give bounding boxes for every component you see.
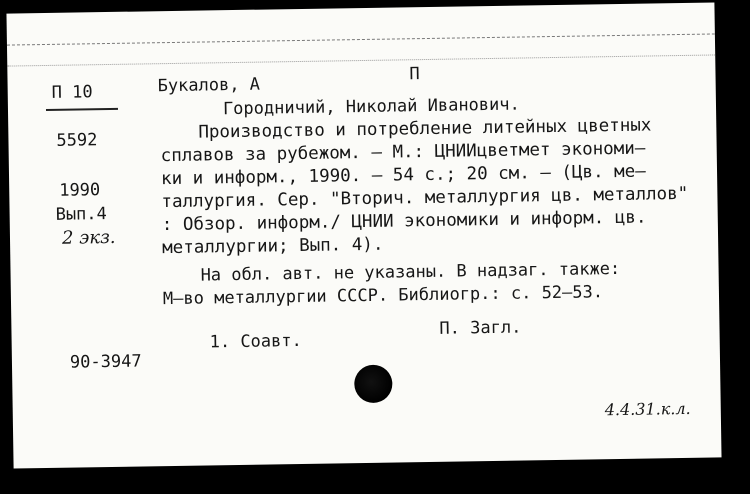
accession-number: 90-3947 [69,351,142,373]
card-second-rule [7,54,715,66]
body-line: таллургия. Сер. "Вторич. металлургия цв. металлов" [161,183,689,213]
catalog-card [6,2,721,468]
publication-year: 1990 [59,180,101,201]
shelf-mark: П 10 [51,82,93,103]
body-line: Производство и потребление литейных цветных [198,115,652,143]
issue-number: Вып.4 [55,204,107,225]
body-line: : Обзор. информ./ ЦНИИ экономики и информ. цв. [161,207,647,236]
card-top-rule [7,33,715,45]
tracing-title: П. Загл. [439,317,522,339]
note-line: М–во металлургии СССР. Библиогр.: с. 52–53. [162,282,604,310]
note-line: На обл. авт. не указаны. В надзаг. также: [200,258,621,286]
coauthor-name: Городничий, Николай Иванович. [222,94,520,120]
body-line: ки и информ., 1990. – 54 с.; 20 см. – (Цв. ме– [160,161,646,190]
punch-hole [354,365,393,404]
card-number: 5592 [56,130,98,151]
author-heading: Букалов, А [157,74,261,97]
handwritten-code: 4.4.31.к.л. [604,398,691,420]
tracing-coauthor: 1. Соавт. [209,330,302,353]
heading-letter: П [409,64,420,85]
body-line: сплавов за рубежом. – М.: ЦНИИцветмет экономи– [160,138,646,167]
shelf-mark-underline [46,108,118,111]
handwritten-copies: 2 экз. [61,226,116,249]
body-line: металлургии; Вып. 4). [162,234,384,259]
